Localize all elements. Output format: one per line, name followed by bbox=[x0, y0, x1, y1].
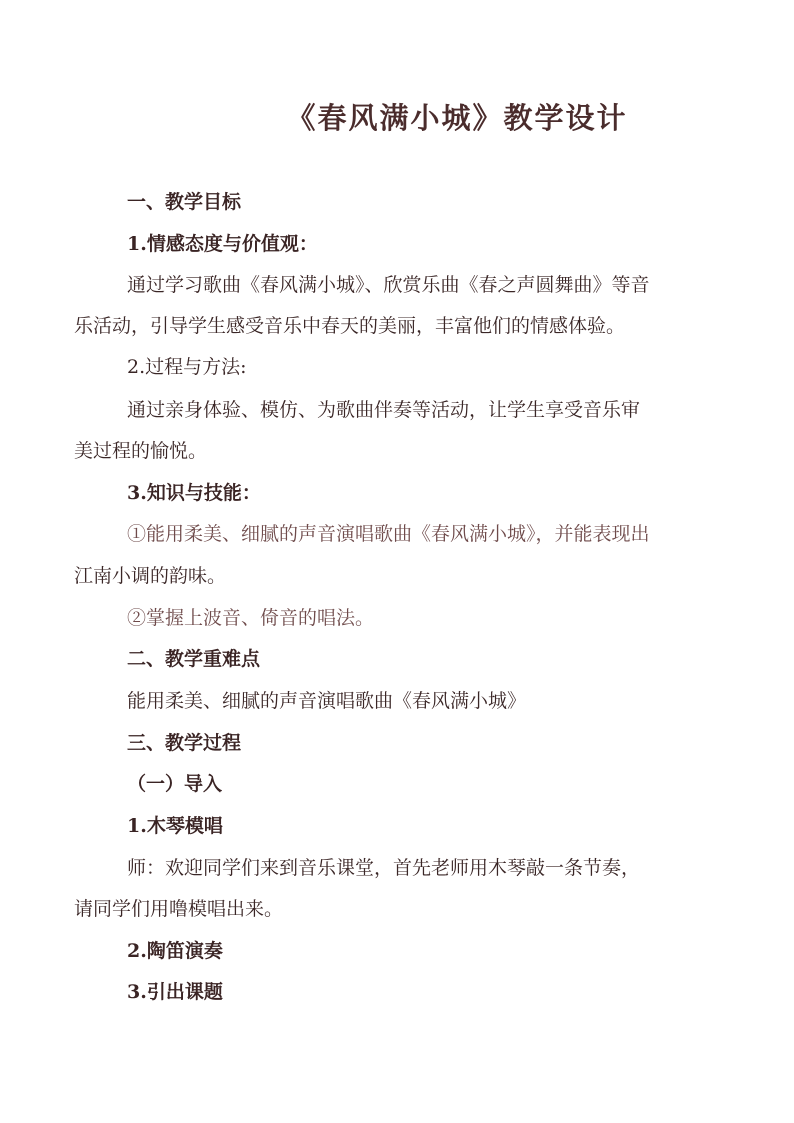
paragraph-line: 美过程的愉悦。 bbox=[74, 440, 208, 462]
subheading-knowledge: 3.知识与技能： bbox=[127, 482, 261, 504]
paragraph-line: 通过学习歌曲《春风满小城》、欣赏乐曲《春之声圆舞曲》等音 bbox=[127, 274, 650, 296]
section-heading-key-points: 二、教学重难点 bbox=[127, 648, 261, 670]
paragraph-line: 乐活动，引导学生感受音乐中春天的美丽，丰富他们的情感体验。 bbox=[74, 315, 626, 337]
paragraph-line: ②掌握上波音、倚音的唱法。 bbox=[127, 607, 375, 629]
subheading-xylophone: 1.木琴模唱 bbox=[127, 815, 223, 837]
paragraph-line: 能用柔美、细腻的声音演唱歌曲《春风满小城》 bbox=[127, 690, 527, 712]
section-heading-process: 三、教学过程 bbox=[127, 732, 242, 754]
subheading-process: 2.过程与方法: bbox=[127, 356, 247, 378]
paragraph-line: 通过亲身体验、模仿、为歌曲伴奏等活动，让学生享受音乐审 bbox=[127, 399, 641, 421]
subheading-ocarina: 2.陶笛演奏 bbox=[127, 940, 223, 962]
paragraph-line: 江南小调的韵味。 bbox=[74, 565, 227, 587]
paragraph-line: 师：欢迎同学们来到音乐课堂，首先老师用木琴敲一条节奏， bbox=[127, 857, 641, 879]
subheading-emotion: 1.情感态度与价值观： bbox=[127, 233, 318, 255]
subheading-introduction: （一）导入 bbox=[127, 773, 223, 795]
section-heading-objectives: 一、教学目标 bbox=[127, 191, 242, 213]
document-title: 《春风满小城》教学设计 bbox=[286, 101, 628, 135]
subheading-topic: 3.引出课题 bbox=[127, 981, 223, 1003]
paragraph-line: ①能用柔美、细腻的声音演唱歌曲《春风满小城》，并能表现出 bbox=[127, 523, 650, 545]
paragraph-line: 请同学们用噜模唱出来。 bbox=[74, 898, 284, 920]
